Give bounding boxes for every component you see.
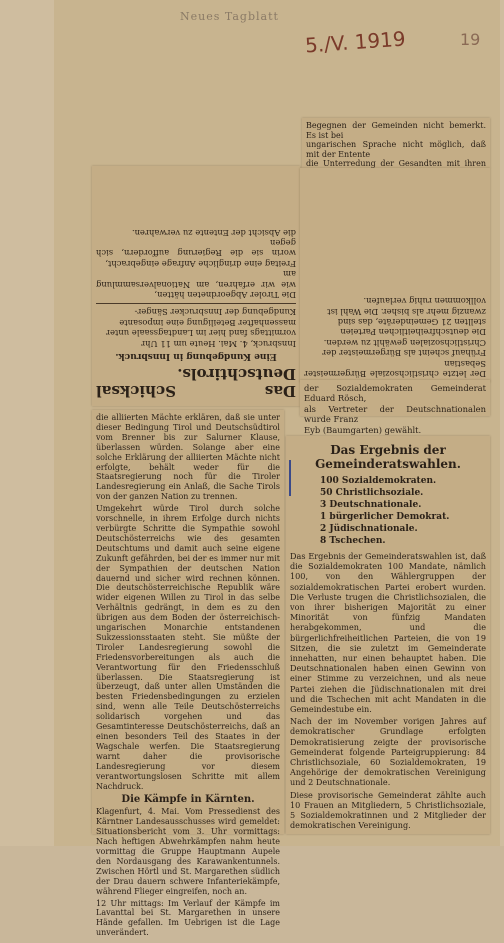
text-line: vollkommen ruhig verlaufen. — [363, 296, 486, 307]
text-line: Begegnen der Gemeinden nicht bemerkt. Es ist bei — [306, 121, 486, 140]
divider — [96, 303, 296, 304]
election-results-list — [320, 475, 486, 547]
paragraph: Klagenfurt, 4. Mai. Vom Pressedienst des Kärntner Landesausschusses wird gemeldet: Situationsbericht vom 3. Uhr vormittags: Nach heftigen Abwehrkämpfen nahm heute vormittag die Gruppe Hauptmann Aupele den Nordausgang des Karawankentunnels. Zwischen Hörtl und St. Margarethen südlich der Drau dauern schwere Infanteriekämpfe, während Flieger eingreifen, noch an. — [96, 807, 280, 896]
text-line: wie wir erfahren, am Nationalversammlung am — [96, 269, 296, 290]
upside-title: Das Schicksal Deutschtirols. — [96, 365, 296, 400]
clipping-right-caption-text — [300, 380, 490, 438]
clipping-right-caption — [300, 380, 490, 435]
clipping-left — [92, 410, 284, 938]
paragraph: Umgekehrt würde Tirol durch solche vorschnelle, in ihrem Erfolge durch nichts verbürgte Schritte die Sympathie sowohl Deutschösterreichs wie des gesamten Deutschtums und damit auch seine eigene Zukunft gefährden, bei der es immer nur mit der Sympathien der deutschen Nation dauernd und sicher wird rechnen können. Die deutschösterreichische Republik wäre wider eigenen Willen zu Tirol in das selbe Verhältnis gedrängt, in dem es zu den übrigen aus dem Boden der österreichisch-ungarischen Monarchie entstandenen Sukzessionsstaaten steht. Sie müßte der Tiroler Landesregierung sowohl die Friedensvorbereitungen als auch die Verantwortung für den Friedensschluß überlassen. Die Staatsregierung ist überzeugt, daß unter allen Umständen die besten Friedensbedingungen zu erzielen sind, wenn alle Teile Deutschösterreichs solidarisch vorgehen und das Gesamtinteresse Deutschösterreichs, daß an einen besonders Teil des Staates in der Wagschale werfen. Die Staatsregierung warnt daher die provisorische Landesregierung vor diesem verantwortungslosen Schritte mit allem Nachdruck. — [96, 504, 280, 791]
upside-article — [92, 224, 300, 406]
text-line: worin sie die Regierung auffordern, sich gegen — [96, 237, 296, 259]
blue-pencil-mark — [289, 460, 291, 496]
upside-left-text — [96, 307, 296, 349]
election-body — [290, 551, 486, 830]
left-article-body-2 — [96, 807, 280, 938]
clipping-upside-down — [92, 166, 300, 406]
text-line: stellten 21 Gemeinderäte, das sind — [337, 316, 486, 327]
text-line: die Absicht der Entente zu verwahren. — [131, 227, 296, 238]
text-line: als Vertreter der Deutschnationalen wurde Franz — [304, 403, 486, 425]
result-line: 8 Tschechen. — [320, 536, 386, 546]
text-line: zwanzig mehr als bisher. Die Wahl ist — [327, 306, 486, 317]
text-line: Kundgebung der Innsbrucker Sänger- — [134, 307, 296, 318]
paragraph: Nach der im November vorigen Jahres auf demokratischer Grundlage erfolgten Demokratisierung zeigte der provisorische Gemeinderat folgende Parteigruppierung: 84 Christlichsoziale, 60 Sozialdemokraten, 19 Angehörige der demokratischen Vereinigung und 2 Deutschnationale. — [290, 716, 486, 788]
text-line: Eyb (Baumgarten) gewählt. — [304, 424, 422, 435]
text-line: Die Tiroler Abgeordneten hätten, — [154, 289, 296, 300]
election-title: Das Ergebnis der Gemeinderatswahlen. — [315, 443, 461, 471]
result-line: 3 Deutschnationale. — [320, 500, 422, 510]
text-line: massenhafter Beteiligung eine imposante — [119, 317, 296, 328]
clipping-right-upside — [300, 168, 490, 382]
text-line: Der letzte christlichsoziale Bürgermeister Sebastian — [304, 358, 486, 379]
text-line: Frühauf scheint als Bürgermeister der — [322, 348, 486, 359]
handwritten-date: 5./V. 1919 — [304, 26, 407, 58]
result-line: 1 bürgerlicher Demokrat. — [320, 512, 450, 522]
upside-subtitle: Eine Kundgebung in Innsbruck. — [115, 351, 277, 361]
text-line: die Unterredung der Gesandten mit ihren — [306, 159, 486, 168]
result-line: 50 Christlichsoziale. — [320, 488, 424, 498]
text-line: der Sozialdemokraten Gemeinderat Eduard Rösch, — [304, 383, 486, 404]
clipping-election — [286, 436, 490, 834]
paragraph: Das Ergebnis der Gemeinderatswahlen ist, daß die Sozialdemokraten 100 Mandate, nämlich 100, von den Wählergruppen der sozialdemokratischen Partei erobert wurden. Die Verluste trugen die Christlichsozialen, die von ihrer bisherigen Majorität zu einer Minorität von fünfzig Mandaten herabgekommen, und die bürgerlichfreiheitlichen Parteien, die von 19 Sitzen, die sie zuletzt im Gemeinderate innehatten, nur einen behauptet haben. Die Deutschnationalen haben einen Gewinn von einer Stimme zu verzeichnen, und als neue Partei ziehen die Jüdischnationalen mit drei und die Tschechen mit acht Mandaten in die Gemeindestube ein. — [290, 551, 486, 715]
left-article — [92, 410, 284, 943]
election-article — [286, 436, 490, 835]
text-line: Freitag eine dringliche Anfrage eingebracht, — [105, 258, 296, 269]
paragraph: die alliierten Mächte erklären, daß sie unter dieser Bedingung Tirol und Deutschsüdtirol vom Brenner bis zur Salurner Klause, überlassen würden. Solange aber eine solche Erklärung der alliierten Mächte nicht erfolgte, behält weder für die Staatsregierung noch für die Tiroler Landesregierung ein Anlaß, die Sache Tirols von der ganzen Nation zu trennen. — [96, 413, 280, 502]
text-line: Innsbruck, 4. Mai. Heute um 11 Uhr — [141, 338, 296, 349]
result-line: 100 Sozialdemokraten. — [320, 476, 437, 486]
page-number: 19 — [460, 30, 481, 49]
left-article-body — [96, 413, 280, 791]
newspaper-stamp: Neues Tagblatt — [180, 10, 279, 23]
upside-right-text — [96, 227, 296, 300]
text-line: ungarischen Sprache nicht möglich, daß mit der Entente — [306, 140, 486, 159]
left-subhead: Die Kämpfe in Kärnten. — [121, 794, 255, 806]
clipping-right-upside-text — [300, 293, 490, 382]
paragraph: 12 Uhr mittags: Im Verlauf der Kämpfe im Lavanttal bei St. Margarethen in unsere Hände gefallen. Im Uebrigen ist die Lage unverändert. — [96, 898, 280, 938]
text-line: Die deutschfreiheitlichen Parteien — [340, 327, 486, 338]
clipping-top-right — [302, 118, 490, 168]
paragraph: Diese provisorische Gemeinderat zählte auch 10 Frauen an Mitgliedern, 5 Christlichsoziale, 5 Sozialdemokratinnen und 2 Mitglieder der demokratischen Vereinigung. — [290, 789, 486, 831]
result-line: 2 Jüdischnationale. — [320, 524, 418, 534]
text-line: Christlichsozialen gewählt zu werden. — [323, 337, 486, 348]
text-line: vormittags fand hier im Landtagssaale unter — [106, 328, 296, 339]
